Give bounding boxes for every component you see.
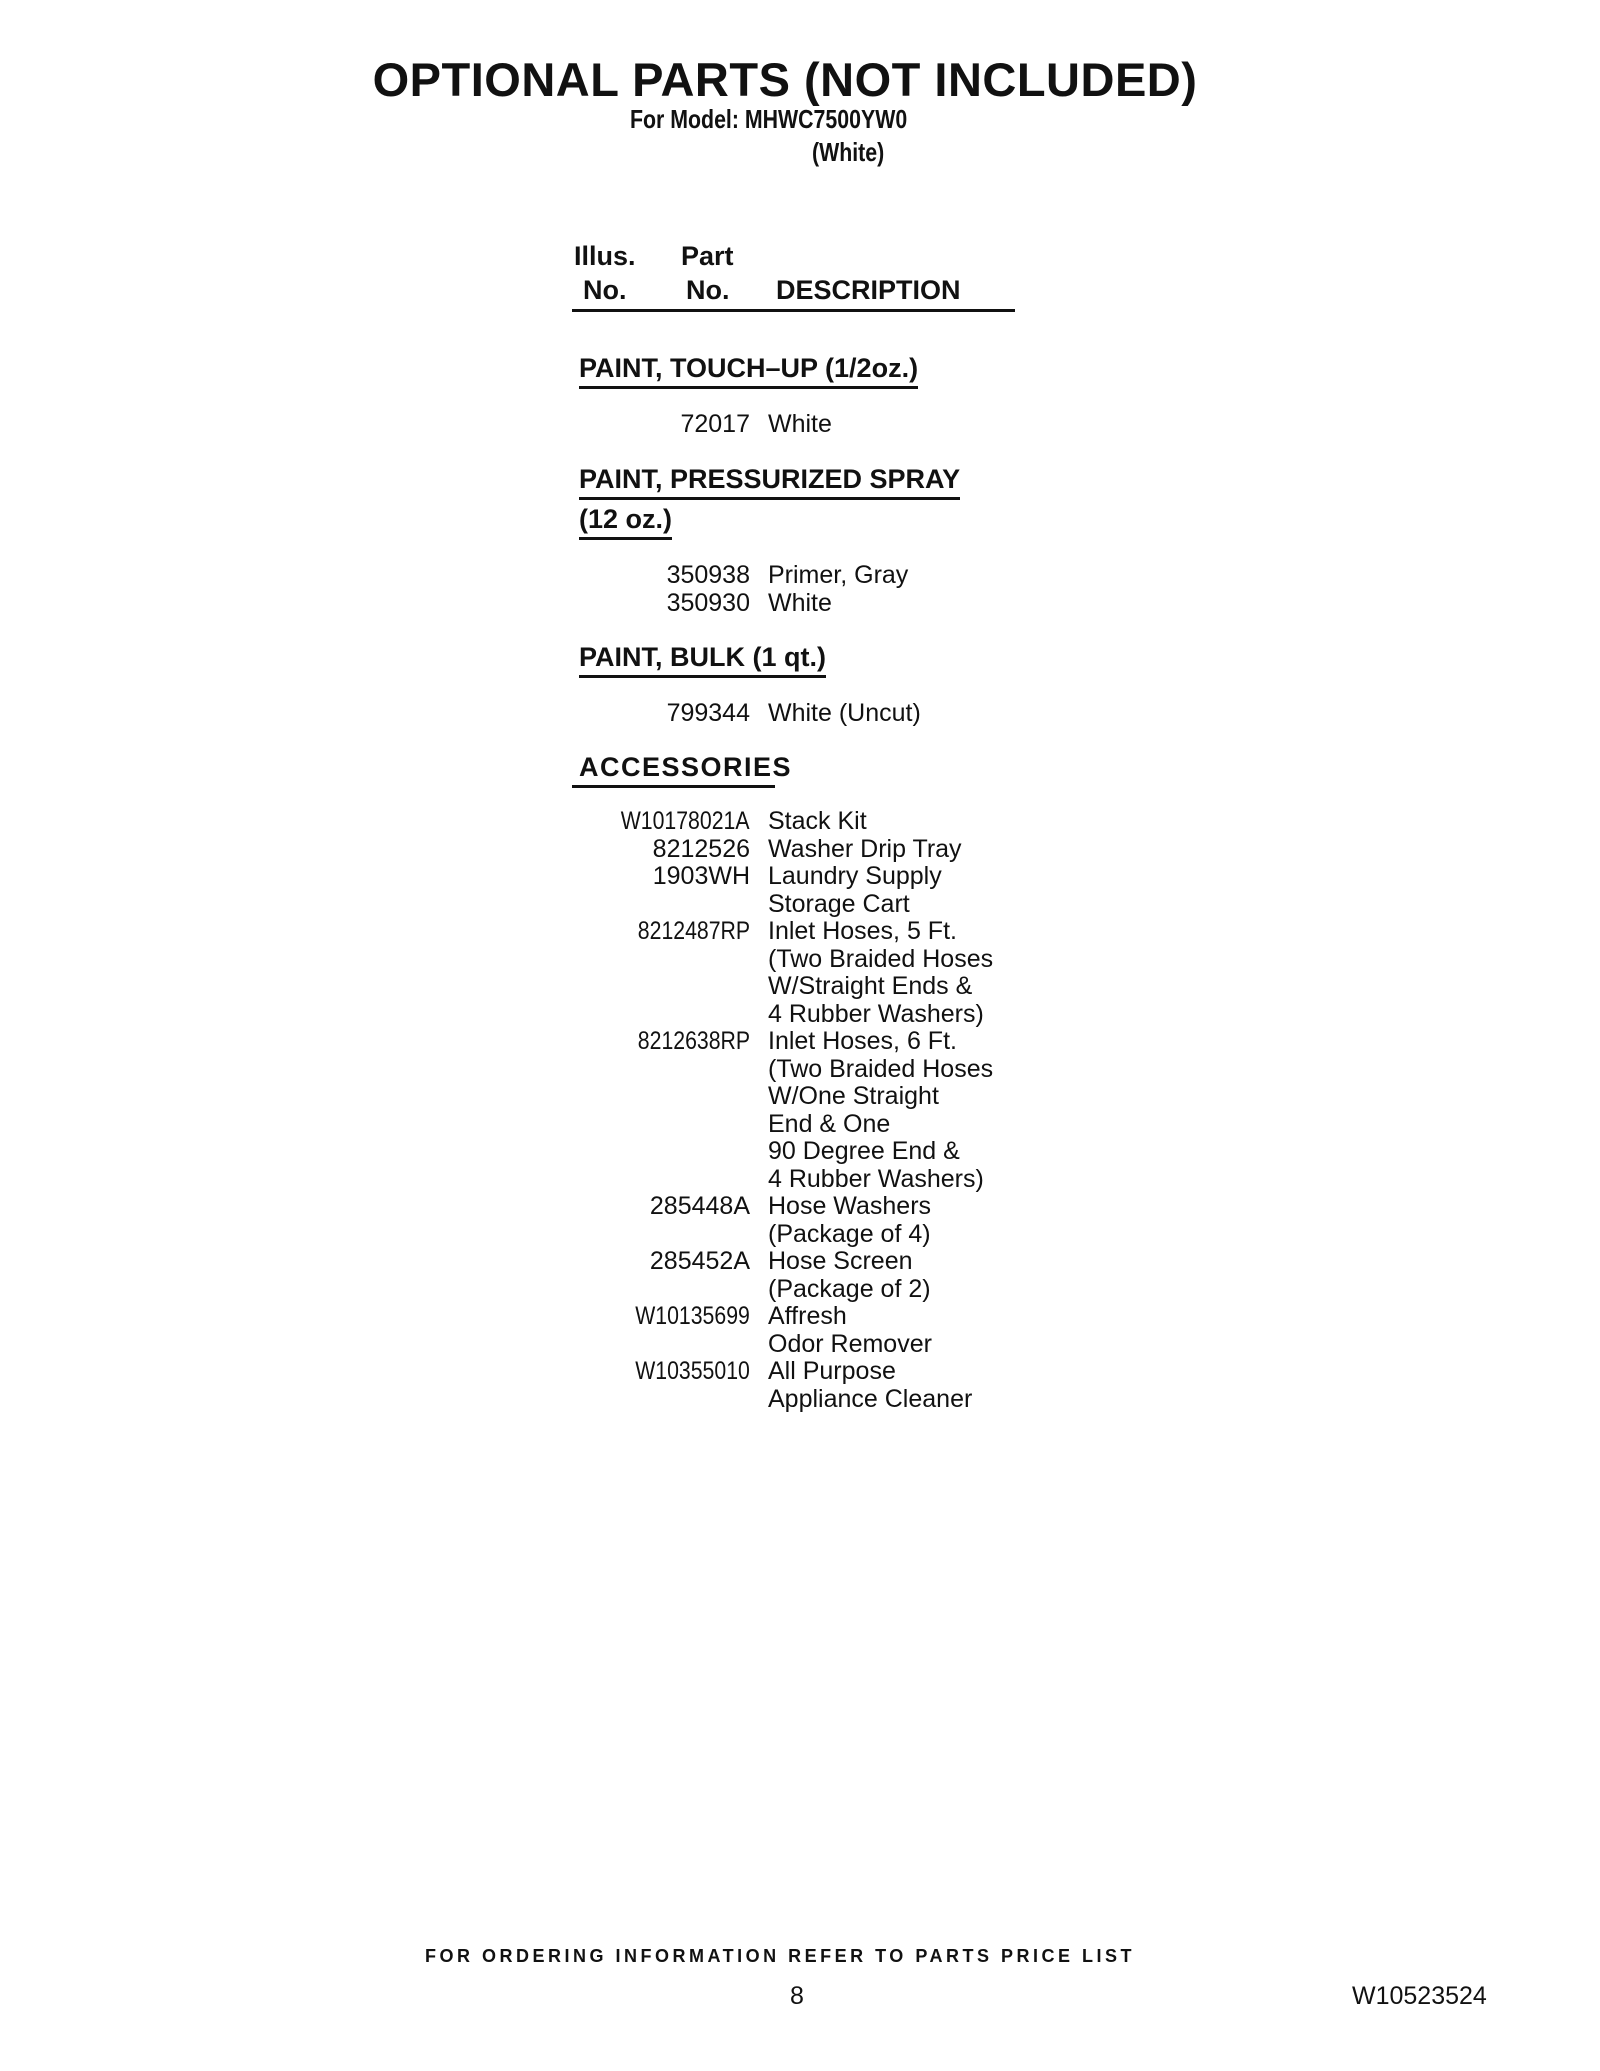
part-number: W10178021A [621,807,750,835]
header-rule [572,309,1015,312]
part-description: Inlet Hoses, 5 Ft. (Two Braided Hoses W/Straight Ends & 4 Rubber Washers) [768,917,994,1028]
part-number: W10355010 [635,1357,750,1385]
page-title: OPTIONAL PARTS (NOT INCLUDED) [372,53,1198,106]
description-header: DESCRIPTION [776,275,961,305]
document-number: W10523524 [1352,1982,1487,2010]
part-description: Laundry Supply Storage Cart [768,862,942,918]
parts-list-accessories [570,808,1130,1413]
ordering-note: FOR ORDERING INFORMATION REFER TO PARTS PRICE LIST [424,1946,1135,1966]
part-number: 1903WH [652,862,750,890]
part-number: 8212487RP [637,917,750,945]
part-description: Primer, Gray [768,561,909,589]
part-number: W10135699 [635,1302,750,1330]
part-number: 285452A [649,1247,750,1275]
section-title-text: (12 oz.) [579,501,672,540]
part-header-top: Part [681,241,734,271]
list-item [570,1248,1130,1303]
part-header-bottom: No. [686,275,730,305]
section-title-text: PAINT, PRESSURIZED SPRAY [579,461,960,500]
parts-list-touch-up [570,411,1130,439]
part-description: White [768,588,832,617]
part-number: 285448A [649,1192,750,1220]
section-title-pressurized-spray [579,460,960,540]
section-title-accessories [579,748,792,786]
list-item [570,1028,1130,1193]
section-title-bulk [579,638,826,678]
parts-list-pressurized-spray [570,562,1130,617]
list-item [570,1303,1130,1358]
part-number: 8212526 [652,834,750,863]
list-item [570,836,1130,864]
list-item [570,562,1130,590]
section-title-text: ACCESSORIES [579,752,793,782]
list-item [570,590,1130,618]
part-description: Inlet Hoses, 6 Ft. (Two Braided Hoses W/One Straight End & One 90 Degree End & 4 Rubber Washers) [768,1027,994,1193]
part-description: White (Uncut) [768,699,921,727]
section-title-touch-up [579,349,918,389]
list-item [570,1358,1130,1413]
part-number: 350938 [666,561,750,589]
list-item [570,918,1130,1028]
model-line: For Model: MHWC7500YW0 [630,104,908,134]
list-item [570,1193,1130,1248]
part-number: 799344 [666,699,750,727]
part-description: White [768,410,832,438]
part-description: Hose Screen (Package of 2) [768,1247,931,1303]
part-description: Washer Drip Tray [768,834,962,863]
part-number: 8212638RP [637,1027,750,1055]
page-number: 8 [790,1982,804,2010]
part-description: All Purpose Appliance Cleaner [768,1357,973,1413]
section-title-text: PAINT, BULK (1 qt.) [579,639,826,678]
illus-header-bottom: No. [583,275,627,305]
part-number: 72017 [680,410,750,438]
part-description: Stack Kit [768,807,867,835]
section-title-text: PAINT, TOUCH–UP (1/2oz.) [579,350,918,389]
list-item [570,411,1130,439]
list-item [570,808,1130,836]
model-color: (White) [812,137,885,167]
illus-header-top: Illus. [574,241,636,271]
part-description: Hose Washers (Package of 4) [768,1192,932,1248]
part-number: 350930 [666,588,750,617]
part-description: Affresh Odor Remover [768,1302,932,1358]
list-item [570,863,1130,918]
parts-list-bulk [570,700,1130,728]
accessories-rule [572,785,775,788]
list-item [570,700,1130,728]
